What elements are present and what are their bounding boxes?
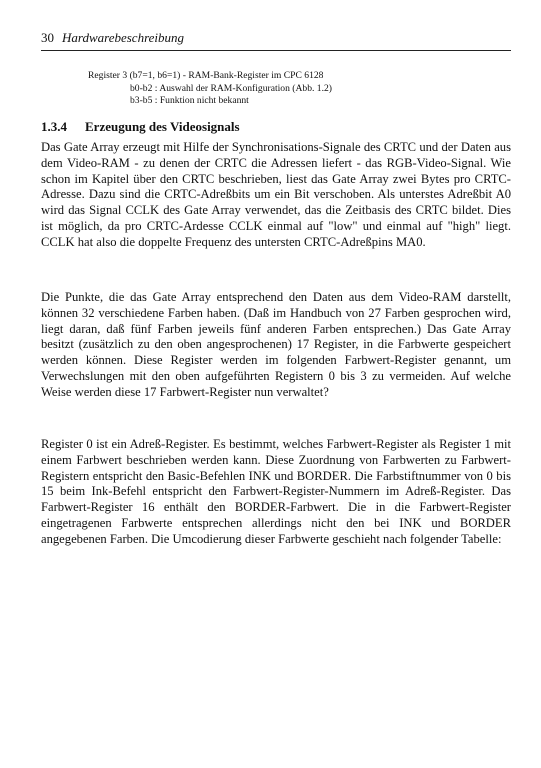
paragraph-1 [41,140,511,251]
paragraph-text: Register 0 ist ein Adreß-Register. Es bestimmt, welches Farbwert-Register als Register 1 mit einem Farbwert beschrieben werden kann. Diese Zuordnung von Farbwerten zu Farbwert-Registern entspricht den Basic-Befehlen INK und BORDER. Die Farbstiftnummer von 0 bis 15 beim Ink-Befehl entspricht den Farbwert-Register-Nummern im Adreß-Register. Das Farbwert-Register 16 enthält den BORDER-Farbwert. Die in die Farbwert-Register eingetragenen Farbwerte entsprechen allerdings nicht den bei INK und BORDER angegebenen Farben. Die Umcodierung dieser Farbwerte geschieht nach folgender Tabelle: [41,437,511,546]
register-note-line: Register 3 (b7=1, b6=1) - RAM-Bank-Register im CPC 6128 [88,70,324,81]
section-title: Erzeugung des Videosignals [85,119,240,134]
page-number: 30 [41,30,54,45]
section-number: 1.3.4 [41,119,67,134]
running-title: Hardwarebeschreibung [62,30,185,45]
register-note-line: b0-b2 : Auswahl der RAM-Konfiguration (Abb. 1.2) [130,82,332,94]
paragraph-3 [41,437,511,548]
paragraph-2 [41,290,511,401]
section-heading [41,118,511,136]
register-note-line: b3-b5 : Funktion nicht bekannt [130,95,249,106]
page-header [41,28,511,51]
paragraph-text: Das Gate Array erzeugt mit Hilfe der Synchronisations-Signale des CRTC und der Daten aus dem Video-RAM - zu denen der CRTC die Adressen liefert - das RGB-Video-Signal. Wie schon im Kapitel über den CRTC beschrieben, liest das Gate Array zwei Bytes pro CRTC-Adresse. Dazu sind die CRTC-Adreßbits um ein Bit verschoben. Als unterstes Adreßbit A0 wird das Signal CCLK des Gate Array verwendet, das die Zeitbasis des CRTC bildet. Dies ist möglich, da pro CRTC-Ardesse CCLK einmal auf "low" und einmal auf "high" liegt. CCLK hat also die doppelte Frequenz des untersten CRTC-Adreßpins MA0. [41,140,511,249]
paragraph-text: Die Punkte, die das Gate Array entsprechend den Daten aus dem Video-RAM darstellt, können 32 verschiedene Farben haben. (Daß im Handbuch von 27 Farben gesprochen wird, liegt daran, daß fünf Farben jeweils fünf anderen Farben entsprechen.) Das Gate Array besitzt (zusätzlich zu den oben angesprochenen) 17 Register, in die Farbwerte gespeichert werden können. Diese Register werden im folgenden Farbwert-Register genannt, um Verwechslungen mit den oben aufgeführten Registern 0 bis 3 zu vermeiden. Auf welche Weise werden diese 17 Farbwert-Register nun verwaltet? [41,290,511,399]
register-note [88,70,508,108]
